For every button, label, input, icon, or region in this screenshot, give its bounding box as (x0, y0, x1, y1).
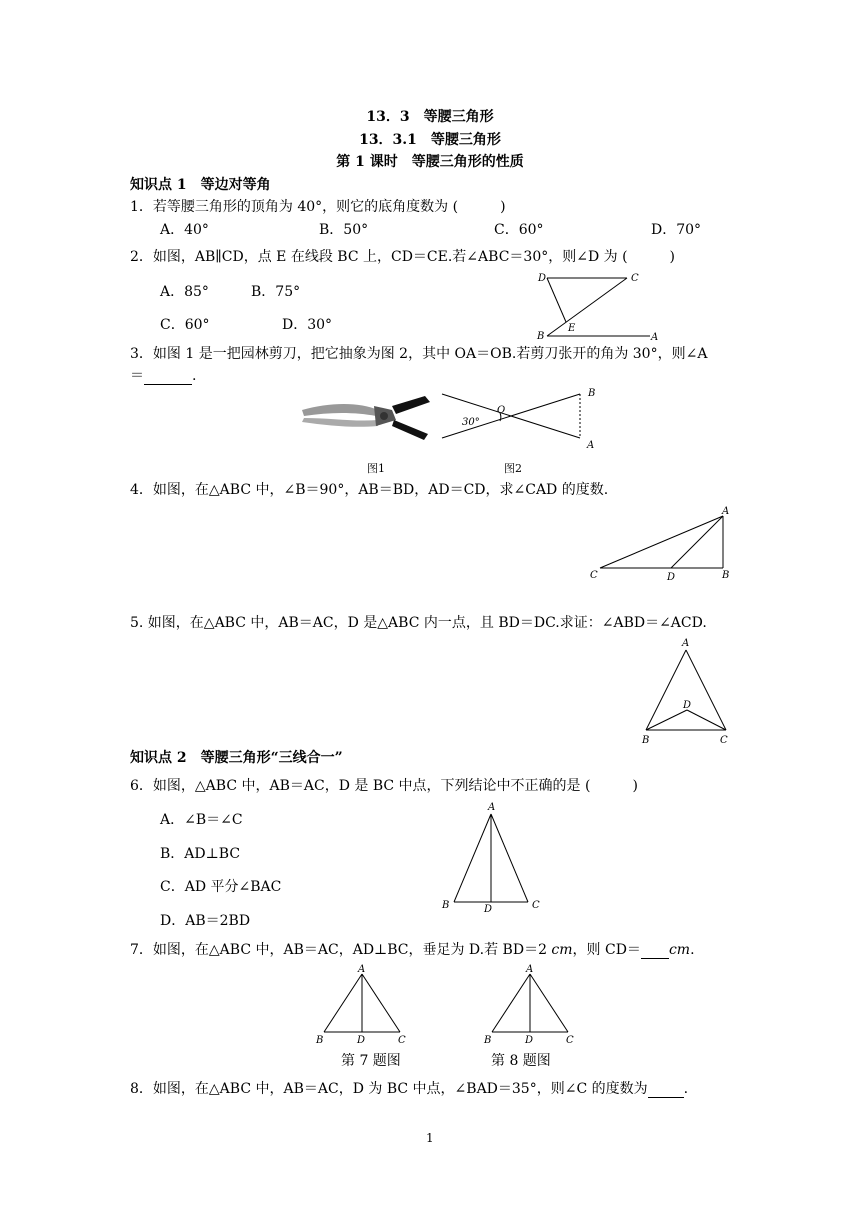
q4-label-b: B (722, 570, 730, 581)
q3-scissors-photo (300, 388, 440, 448)
knowledge-point-1: 知识点 1 等边对等角 (130, 177, 271, 193)
q4-label-c: C (590, 570, 598, 581)
q4-stem: 4．如图，在△ABC 中，∠B＝90°，AB＝BD，AD＝CD，求∠CAD 的度数. (130, 482, 609, 498)
q7-label-d: D (357, 1035, 366, 1046)
q2-label-b: B (537, 331, 545, 342)
q3-figure1-caption: 图1 (367, 462, 385, 475)
q7-stem-text-2: ，则 CD＝ (572, 942, 641, 958)
q3-figure2-caption: 图2 (504, 462, 522, 475)
q3-answer-blank (144, 370, 192, 385)
q8-label-d: D (525, 1035, 534, 1046)
q4-figure (585, 504, 735, 584)
q7-stem (130, 941, 695, 959)
q4-label-d: D (667, 572, 676, 583)
q8-stem-text: 8．如图，在△ABC 中，AB＝AC，D 为 BC 中点，∠BAD＝35°，则∠C 的度数为 (130, 1081, 648, 1097)
q5-label-a: A (682, 638, 690, 649)
q6-label-c: C (532, 900, 540, 911)
q3-equals: ＝ (130, 368, 144, 384)
q3-label-b: B (588, 388, 596, 399)
q1-option-d: D．70° (651, 222, 702, 238)
q2-option-a: A．85° (160, 284, 209, 300)
q6-label-b: B (442, 900, 450, 911)
q2-label-e: E (568, 323, 576, 334)
q7-label-a: A (358, 964, 366, 975)
q8-answer-blank (648, 1083, 684, 1098)
q8-figure (480, 962, 590, 1048)
q4-label-a: A (722, 506, 730, 517)
q2-option-b: B．75° (251, 284, 301, 300)
q7-period: . (690, 942, 695, 958)
q5-stem: 5. 如图，在△ABC 中，AB＝AC，D 是△ABC 内一点，且 BD＝DC.求证：∠ABD＝∠ACD. (130, 615, 707, 631)
q6-option-c: C．AD 平分∠BAC (160, 879, 282, 895)
q3-period: . (192, 368, 197, 384)
q8-figure-caption: 第 8 题图 (491, 1053, 551, 1069)
q3-stem: 3．如图 1 是一把园林剪刀，把它抽象为图 2，其中 OA＝OB.若剪刀张开的角为 30°，则∠A (130, 346, 708, 362)
q2-label-d: D (538, 273, 547, 284)
q1-option-a: A．40° (160, 222, 209, 238)
q3-label-a: A (587, 440, 595, 451)
q5-label-b: B (642, 735, 650, 746)
q2-figure (530, 266, 670, 346)
q2-option-d: D．30° (282, 317, 333, 333)
q5-label-c: C (720, 735, 728, 746)
q7-answer-blank (641, 944, 669, 959)
q8-label-a: A (526, 964, 534, 975)
lesson-title: 第 1 课时 等腰三角形的性质 (336, 154, 524, 170)
q7-unit: cm (551, 942, 573, 958)
q8-period: . (683, 1081, 689, 1097)
q7-label-c: C (398, 1035, 406, 1046)
q3-figure2 (440, 382, 610, 452)
subsection-title: 13．3.1 等腰三角形 (359, 132, 501, 148)
q6-stem: 6．如图，△ABC 中，AB＝AC，D 是 BC 中点，下列结论中不正确的是 ( ) (130, 778, 638, 794)
q7-unit-2: cm (668, 942, 691, 958)
q1-option-b: B．50° (319, 222, 369, 238)
q8-stem (130, 1080, 688, 1098)
q5-label-d: D (683, 700, 692, 711)
q8-label-b: B (484, 1035, 492, 1046)
q2-label-c: C (631, 273, 639, 284)
q2-stem: 2．如图，AB∥CD，点 E 在线段 BC 上，CD＝CE.若∠ABC＝30°，则∠D 为 ( ) (130, 249, 676, 265)
q1-option-c: C．60° (494, 222, 544, 238)
q6-option-b: B．AD⊥BC (160, 846, 241, 862)
q7-figure-caption: 第 7 题图 (341, 1053, 401, 1069)
q7-stem-text: 7．如图，在△ABC 中，AB＝AC，AD⊥BC，垂足为 D.若 BD＝2 (130, 942, 552, 958)
q1-stem: 1．若等腰三角形的顶角为 40°，则它的底角度数为 ( ) (130, 199, 506, 215)
section-title: 13．3 等腰三角形 (366, 109, 494, 125)
q7-figure (310, 962, 420, 1048)
q8-label-c: C (566, 1035, 574, 1046)
q2-option-c: C．60° (160, 317, 210, 333)
knowledge-point-2: 知识点 2 等腰三角形“三线合一” (130, 750, 343, 766)
q2-label-a: A (651, 332, 659, 343)
q3-stem-line2 (130, 367, 196, 385)
q6-label-d: D (484, 904, 493, 915)
q3-label-o: O (497, 405, 506, 416)
q6-option-d: D．AB＝2BD (160, 913, 251, 929)
q3-angle-label: 30° (462, 417, 480, 428)
q6-option-a: A．∠B＝∠C (160, 812, 243, 828)
page-number: 1 (426, 1131, 434, 1145)
q7-label-b: B (316, 1035, 324, 1046)
q5-figure (636, 634, 736, 748)
q6-figure (440, 800, 550, 916)
q6-label-a: A (488, 802, 496, 813)
